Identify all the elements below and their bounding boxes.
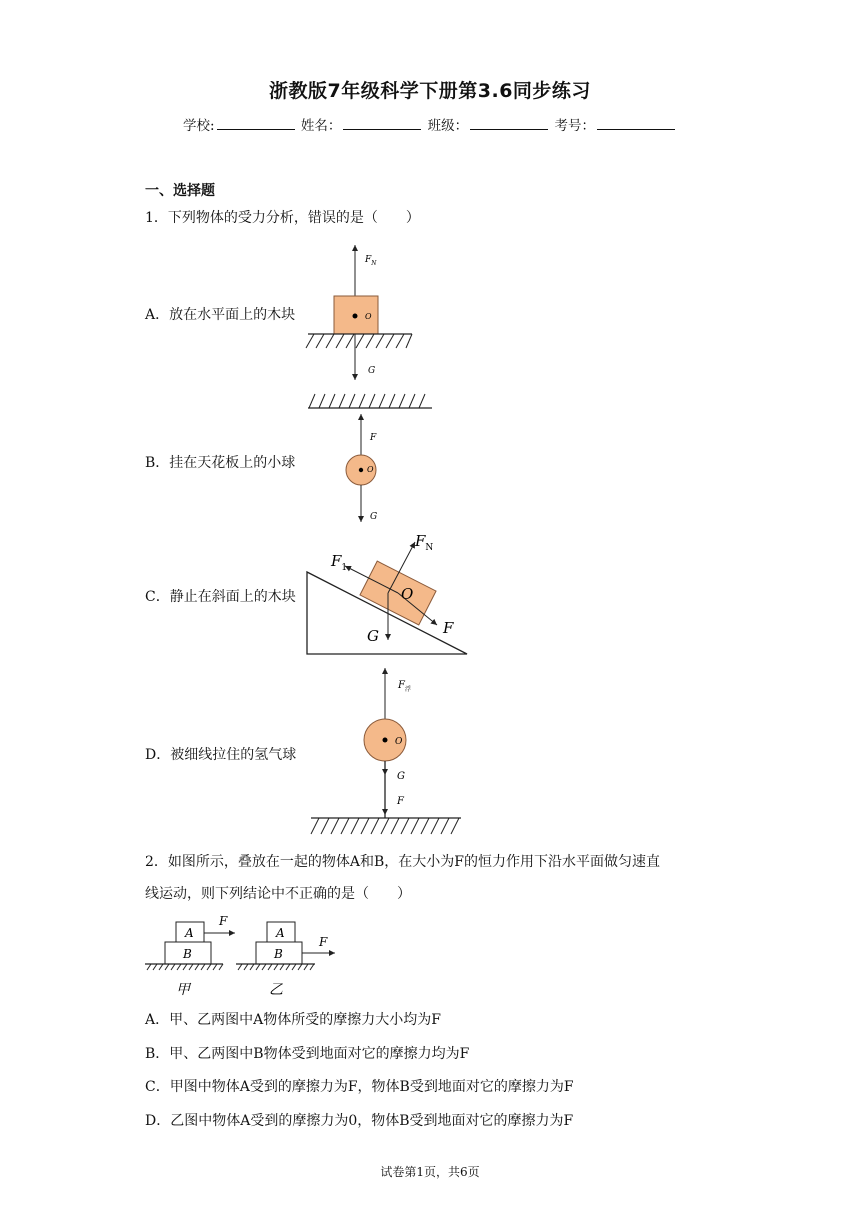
fig2-yi-b-label: B <box>274 947 283 961</box>
fig-c-fn-label: F <box>415 532 426 550</box>
q1-stem: 1．下列物体的受力分析，错误的是（ ） <box>145 210 420 226</box>
class-label: 班级： <box>427 118 469 134</box>
q2-option-a: A．甲、乙两图中A物体所受的摩擦力大小均为F <box>145 1012 441 1028</box>
fig2-yi-f-label: F <box>319 935 328 949</box>
fig2-jia-caption: 甲 <box>176 982 190 998</box>
svg-text:F1: $F_1$ <box>331 552 348 573</box>
fig-d-o-label: O <box>395 737 403 747</box>
q1-option-d: D．被细线拉住的氢气球 <box>145 747 297 763</box>
class-blank <box>470 117 548 130</box>
fig2-jia-b-label: B <box>183 947 192 961</box>
fig-b-g-label: G <box>370 512 378 522</box>
exam-no-blank <box>597 117 675 130</box>
school-label: 学校: <box>183 118 215 134</box>
q2-stem-line2: 线运动，则下列结论中不正确的是（ ） <box>145 886 411 902</box>
q1-option-b: B．挂在天花板上的小球 <box>145 455 296 471</box>
fig2-jia-a-label: A <box>185 926 194 940</box>
name-label: 姓名： <box>300 118 342 134</box>
school-blank <box>217 117 295 130</box>
fig-d-f-label: F <box>397 796 404 807</box>
svg-text:FN: $F_N$ <box>415 532 434 553</box>
fig-c-f1-label: F <box>331 552 342 570</box>
q1-figure-c <box>305 530 470 655</box>
fig-c-g-label: G <box>367 627 379 645</box>
fig-c-o-label: O <box>401 585 414 603</box>
q2-option-d: D．乙图中物体A受到的摩擦力为0，物体B受到地面对它的摩擦力为F <box>145 1113 574 1129</box>
fig-d-g-label: G <box>397 771 405 782</box>
fig-a-g-label: G <box>368 366 376 376</box>
section-title: 一、选择题 <box>145 183 215 199</box>
fig-b-o-label: O <box>367 465 374 474</box>
q1-figure-d <box>305 662 465 842</box>
q2-stem-line1: 2．如图所示，叠放在一起的物体A和B，在大小为F的恒力作用下沿水平面做匀速直 <box>145 854 661 870</box>
q1-figure-b <box>305 392 435 527</box>
q1-figure-a <box>300 240 420 390</box>
q1-option-a: A．放在水平面上的木块 <box>145 307 296 323</box>
fig-a-o-label: O <box>365 312 372 321</box>
svg-text:FN: $F_N$ <box>365 255 377 267</box>
q2-figure <box>143 912 343 997</box>
page-footer: 试卷第1页，共6页 <box>380 1165 480 1179</box>
fig2-yi-caption: 乙 <box>269 982 283 998</box>
q2-option-c: C．甲图中物体A受到的摩擦力为F，物体B受到地面对它的摩擦力为F <box>145 1079 574 1095</box>
fig-d-ffu-label: F <box>398 680 405 691</box>
page-title: 浙教版7年级科学下册第3.6同步练习 <box>269 80 591 102</box>
svg-text:F浮: $F_浮$ <box>398 680 411 693</box>
fig-b-f-label: F <box>370 433 377 443</box>
fig-a-fn-label: F <box>365 255 372 265</box>
fig2-jia-f-label: F <box>219 914 228 928</box>
exam-no-label: 考号： <box>554 118 595 134</box>
student-info-line <box>0 114 860 134</box>
name-blank <box>343 117 421 130</box>
fig2-yi-a-label: A <box>276 926 285 940</box>
q2-option-b: B．甲、乙两图中B物体受到地面对它的摩擦力均为F <box>145 1046 470 1062</box>
q1-option-c: C．静止在斜面上的木块 <box>145 589 296 605</box>
fig-c-f-label: F <box>443 619 454 637</box>
